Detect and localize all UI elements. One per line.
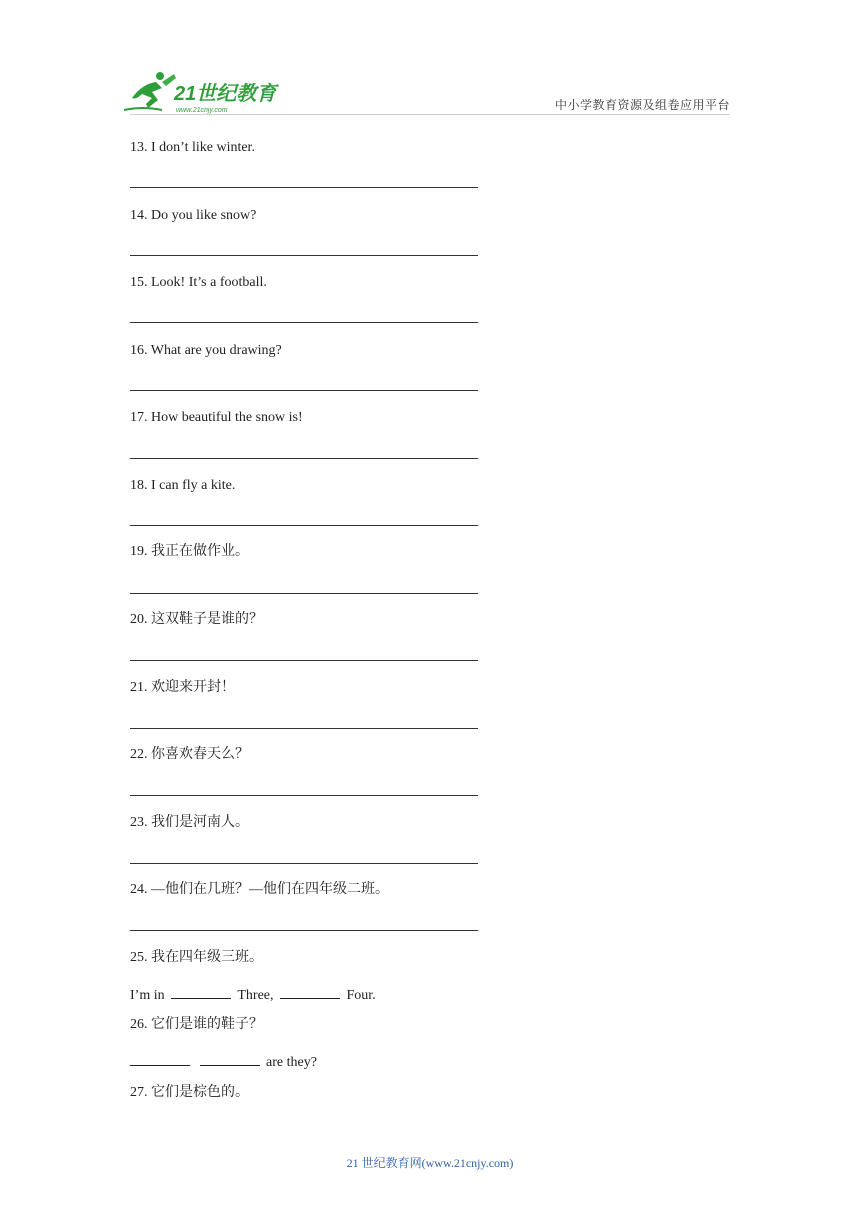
question-15: 15. Look! It’s a football. <box>130 275 267 290</box>
question-20: 20. 这双鞋子是谁的？ <box>130 612 263 627</box>
question-17: 17. How beautiful the snow is! <box>130 410 303 425</box>
blank-25-2[interactable] <box>280 984 340 999</box>
question-19: 19. 我正在做作业。 <box>130 544 249 559</box>
question-18: 18. I can fly a kite. <box>130 478 236 493</box>
platform-name: 中小学教育资源及组卷应用平台 <box>554 98 730 112</box>
runner-logo-icon <box>122 70 292 116</box>
question-21: 21. 欢迎来开封！ <box>130 680 235 695</box>
question-26: 26. 它们是谁的鞋子？ <box>130 1017 263 1032</box>
page-footer[interactable]: 21 世纪教育网(www.21cnjy.com) <box>346 1156 514 1170</box>
answer-line-19[interactable] <box>130 593 478 594</box>
answer-line-24[interactable] <box>130 930 478 931</box>
answer-line-18[interactable] <box>130 525 478 526</box>
blank-26-1[interactable] <box>130 1051 190 1066</box>
blank-26-2[interactable] <box>200 1051 260 1066</box>
question-23: 23. 我们是河南人。 <box>130 815 249 830</box>
answer-line-22[interactable] <box>130 795 478 796</box>
answer-line-14[interactable] <box>130 255 478 256</box>
header-divider <box>130 114 730 115</box>
logo-title: 21世纪教育 <box>174 83 277 105</box>
logo-subtitle: www.21cnjy.com <box>176 107 228 114</box>
question-14: 14. Do you like snow? <box>130 208 257 223</box>
answer-line-16[interactable] <box>130 390 478 391</box>
fill-in-26: are they? <box>130 1051 317 1072</box>
answer-line-21[interactable] <box>130 728 478 729</box>
question-16: 16. What are you drawing? <box>130 343 282 358</box>
answer-line-17[interactable] <box>130 458 478 459</box>
question-24: 24. —他们在几班？—他们在四年级二班。 <box>130 882 389 897</box>
question-25: 25. 我在四年级三班。 <box>130 950 263 965</box>
question-27: 27. 它们是棕色的。 <box>130 1085 249 1100</box>
question-22: 22. 你喜欢春天么？ <box>130 747 249 762</box>
question-13: 13. I don’t like winter. <box>130 140 255 155</box>
answer-line-13[interactable] <box>130 187 478 188</box>
answer-line-15[interactable] <box>130 322 478 323</box>
site-logo <box>122 70 292 116</box>
answer-line-20[interactable] <box>130 660 478 661</box>
blank-25-1[interactable] <box>171 984 231 999</box>
answer-line-23[interactable] <box>130 863 478 864</box>
fill-in-25: I’m in Three, Four. <box>130 984 376 1005</box>
